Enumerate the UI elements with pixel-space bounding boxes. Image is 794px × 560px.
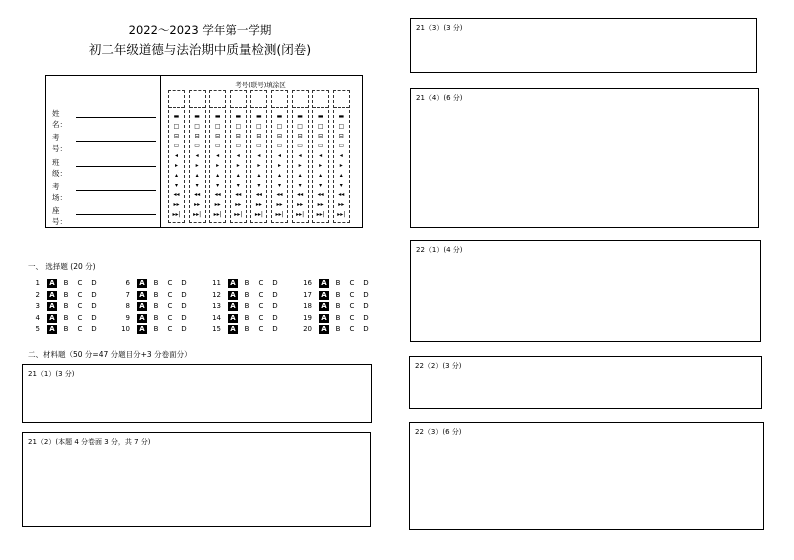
exam-number-bubble[interactable]: ▬ (317, 113, 324, 120)
answer-box-22-1[interactable] (410, 240, 761, 342)
exam-number-bubble[interactable]: ▸▸ (255, 201, 262, 209)
answer-box-21-1-label: 21（1）(3 分) (28, 370, 75, 378)
exam-number-column[interactable] (250, 90, 267, 223)
exam-number-bubble[interactable]: ▸ (298, 162, 302, 169)
exam-number-bubble[interactable]: ◂ (216, 152, 220, 160)
exam-number-bubble[interactable]: ▸▸| (213, 211, 222, 218)
question-number: 18 (303, 302, 312, 310)
exam-number-bubble[interactable]: ⊟ (194, 132, 200, 140)
answer-option-a[interactable]: A (319, 291, 329, 300)
answer-option-a[interactable]: A (47, 279, 57, 288)
question-number: 7 (125, 290, 130, 299)
exam-number-column[interactable] (189, 90, 206, 223)
exam-number-bubble[interactable]: ▸▸| (254, 211, 263, 218)
exam-number-bubble[interactable]: □ (214, 122, 221, 130)
exam-number-digit-cell[interactable] (231, 99, 246, 108)
exam-number-bubble[interactable]: ◂◂ (317, 191, 324, 199)
exam-number-bubble[interactable]: □ (317, 122, 324, 130)
answer-option-c[interactable]: C (167, 313, 173, 322)
answer-box-21-1[interactable] (22, 364, 372, 423)
exam-number-bubble[interactable]: ▸ (236, 162, 240, 169)
name-field[interactable] (52, 108, 74, 129)
question-number: 9 (125, 313, 130, 322)
exam-number-bubble[interactable]: ⊟ (318, 132, 324, 140)
exam-number-bubble[interactable]: ▸▸| (275, 211, 284, 218)
exam-number-digit-cell[interactable] (293, 99, 308, 108)
exam-number-bubble[interactable]: ◂◂ (297, 191, 304, 199)
exam-number-bubble[interactable]: ▸▸ (214, 201, 221, 209)
answer-option-b[interactable]: B (63, 302, 69, 310)
answer-option-a[interactable]: A (319, 314, 329, 323)
answer-option-c[interactable]: C (167, 302, 173, 310)
answer-option-c[interactable]: C (349, 290, 355, 299)
exam-number-bubble[interactable]: ▭ (317, 142, 324, 150)
answer-box-21-2[interactable] (22, 432, 371, 527)
exam-number-bubble[interactable]: ▭ (297, 142, 303, 150)
answer-box-22-2-label: 22（2）(3 分) (415, 362, 462, 370)
answer-option-a[interactable]: A (228, 291, 238, 300)
exam-number-area-title: 考号(联号)填涂区 (235, 81, 286, 89)
answer-option-c[interactable]: C (77, 290, 83, 299)
exam-number-bubble[interactable]: □ (194, 122, 200, 130)
exam-number-bubble[interactable]: ▸▸| (172, 211, 181, 218)
exam-number-bubble[interactable]: ▸▸ (194, 201, 201, 209)
class-line[interactable] (76, 166, 156, 167)
seat-field[interactable] (52, 205, 74, 226)
answer-option-b[interactable]: B (153, 313, 159, 322)
exam-number-bubble[interactable]: ▸▸ (297, 201, 304, 209)
exam-number-bubble[interactable]: ▾ (174, 181, 178, 189)
exam-number-bubble[interactable]: ▸▸ (317, 201, 324, 209)
exam-number-bubble[interactable]: ▬ (214, 113, 221, 120)
question-number: 19 (303, 313, 312, 322)
exam-number-bubble[interactable]: ▬ (338, 113, 345, 120)
answer-option-d[interactable]: D (272, 290, 278, 299)
answer-option-b[interactable]: B (153, 290, 159, 299)
answer-option-d[interactable]: D (363, 325, 369, 333)
exam-number-column[interactable] (168, 90, 185, 223)
answer-box-21-4-label: 21（4）(6 分) (416, 94, 463, 102)
exam-number-bubble[interactable]: ◂◂ (194, 191, 201, 199)
exam-number-bubble[interactable]: ◂◂ (173, 191, 180, 199)
exam-number-digit-cell[interactable] (334, 99, 349, 108)
answer-option-c[interactable]: C (258, 290, 264, 299)
exam-number-bubble[interactable]: ▸▸ (338, 201, 345, 209)
exam-number-bubble[interactable]: ▬ (194, 113, 200, 120)
answer-option-a[interactable]: A (228, 314, 238, 323)
exam-number-digit-cell[interactable] (210, 99, 225, 108)
exam-number-bubble[interactable]: ▴ (216, 171, 220, 179)
exam-number-bubble[interactable]: ▸▸ (276, 201, 283, 209)
answer-box-22-1-label: 22（1）(4 分) (416, 246, 463, 254)
answer-box-22-3-label: 22（3）(6 分) (415, 428, 462, 436)
exam-room-label: 考场： (52, 182, 67, 202)
answer-option-b[interactable]: B (335, 279, 341, 287)
seat-line[interactable] (76, 214, 156, 215)
exam-number-bubble[interactable]: ◂◂ (255, 191, 262, 199)
answer-option-c[interactable]: C (77, 302, 83, 310)
exam-number-bubble[interactable]: ◂◂ (276, 191, 283, 199)
answer-option-c[interactable]: C (349, 325, 355, 333)
exam-number-bubble[interactable]: □ (235, 122, 242, 130)
answer-box-22-3[interactable] (409, 422, 764, 530)
exam-number-bubble[interactable]: ▸▸| (316, 211, 325, 218)
question-number: 11 (212, 279, 221, 287)
answer-option-d[interactable]: D (181, 325, 187, 333)
exam-number-bubble[interactable]: ▾ (298, 181, 302, 189)
answer-option-d[interactable]: D (272, 325, 278, 333)
answer-option-d[interactable]: D (272, 279, 278, 287)
exam-number-bubble[interactable]: ▾ (277, 181, 281, 189)
answer-option-c[interactable]: C (349, 279, 355, 287)
exam-number-bubble[interactable]: □ (173, 122, 180, 130)
exam-number-column[interactable] (230, 90, 247, 223)
exam-number-bubble[interactable]: ▭ (194, 142, 200, 150)
answer-option-c[interactable]: C (258, 325, 264, 333)
answer-option-d[interactable]: D (363, 279, 369, 287)
question-number: 2 (35, 290, 40, 299)
answer-option-c[interactable]: C (258, 279, 264, 287)
answer-option-b[interactable]: B (244, 325, 250, 333)
exam-number-digit-cell[interactable] (272, 99, 287, 108)
answer-option-a[interactable]: A (319, 279, 329, 288)
exam-number-bubble[interactable]: ◂◂ (235, 191, 242, 199)
exam-number-bubble[interactable]: ◂◂ (338, 191, 345, 199)
exam-number-bubble[interactable]: ▬ (235, 113, 242, 120)
exam-number-bubble[interactable]: ▾ (257, 181, 261, 189)
exam-number-bubble[interactable]: □ (297, 122, 303, 130)
answer-box-21-3-label: 21（3）(3 分) (416, 24, 463, 32)
answer-option-d[interactable]: D (363, 302, 369, 310)
answer-option-b[interactable]: B (153, 279, 159, 287)
exam-number-bubble[interactable]: ▴ (236, 171, 240, 179)
answer-option-c[interactable]: C (349, 302, 355, 310)
exam-number-label: 考号： (52, 133, 67, 153)
answer-option-a[interactable]: A (137, 291, 147, 300)
exam-number-bubble[interactable]: ◂◂ (214, 191, 221, 199)
exam-number-bubble[interactable]: ◂ (174, 152, 178, 160)
exam-number-bubble[interactable]: ⊟ (256, 132, 262, 140)
answer-option-d[interactable]: D (181, 302, 187, 310)
question-number: 14 (212, 313, 221, 322)
answer-option-b[interactable]: B (244, 302, 250, 310)
exam-number-bubble[interactable]: ▴ (319, 171, 323, 179)
class-field[interactable] (52, 157, 74, 178)
question-number: 6 (125, 279, 130, 287)
exam-number-bubble[interactable]: ▴ (298, 171, 302, 179)
exam-number-bubble[interactable]: ▸▸| (193, 211, 202, 218)
answer-option-d[interactable]: D (181, 279, 187, 287)
exam-number-bubble[interactable]: ▬ (256, 113, 262, 120)
exam-room-field[interactable] (52, 181, 74, 202)
answer-option-d[interactable]: D (181, 290, 187, 299)
exam-number-bubble[interactable]: ▭ (173, 142, 180, 150)
exam-number-bubble[interactable]: ▾ (319, 181, 323, 189)
section1-title: 一、 选择题 (20 分) (28, 262, 96, 271)
question-number: 5 (35, 325, 40, 333)
exam-number-bubble[interactable]: ◂ (236, 152, 240, 160)
exam-number-bubble[interactable]: ▴ (339, 171, 343, 179)
exam-number-bubble[interactable]: ▴ (277, 171, 281, 179)
exam-number-field[interactable] (52, 132, 74, 153)
question-number: 17 (303, 290, 312, 299)
answer-option-a[interactable]: A (228, 279, 238, 288)
exam-number-bubble[interactable]: ▬ (297, 113, 303, 120)
seat-label: 座号： (52, 206, 67, 226)
answer-option-b[interactable]: B (63, 325, 69, 333)
question-number: 8 (125, 302, 130, 310)
answer-option-d[interactable]: D (91, 313, 97, 322)
info-divider (160, 76, 161, 227)
exam-number-bubble[interactable]: ⊟ (297, 132, 303, 140)
answer-option-c[interactable]: C (77, 325, 83, 333)
exam-number-bubble[interactable]: ▸ (339, 162, 343, 169)
exam-number-bubble[interactable]: ▸▸| (337, 211, 346, 218)
exam-number-bubble[interactable]: ▾ (236, 181, 240, 189)
answer-option-d[interactable]: D (272, 313, 278, 322)
answer-box-21-2-label: 21（2）(本题 4 分卷面 3 分，共 7 分) (28, 438, 151, 446)
answer-option-c[interactable]: C (167, 325, 173, 333)
exam-number-bubble[interactable]: ⊟ (215, 132, 221, 140)
question-number: 3 (35, 302, 40, 310)
exam-title-line2: 初二年级道德与法治期中质量检测(闭卷) (88, 42, 312, 57)
exam-number-bubble[interactable]: ▭ (214, 142, 221, 150)
exam-number-bubble[interactable]: ▸ (257, 162, 261, 169)
exam-number-column[interactable] (271, 90, 288, 223)
answer-option-c[interactable]: C (258, 313, 264, 322)
answer-option-b[interactable]: B (244, 279, 250, 287)
exam-number-digit-cell[interactable] (313, 99, 328, 108)
exam-number-bubble[interactable]: ⊟ (235, 132, 241, 140)
exam-number-bubble[interactable]: □ (338, 122, 345, 130)
exam-number-column[interactable] (209, 90, 226, 223)
exam-number-bubble[interactable]: ▸▸ (235, 201, 242, 209)
question-number: 1 (35, 279, 40, 287)
exam-number-bubble[interactable]: ▸▸| (234, 211, 243, 218)
answer-option-c[interactable]: C (77, 279, 83, 287)
answer-option-d[interactable]: D (272, 302, 278, 310)
answer-option-a[interactable]: A (319, 325, 329, 334)
exam-number-bubble[interactable]: ▸▸ (173, 201, 180, 209)
exam-number-bubble[interactable]: ◂ (298, 152, 302, 160)
answer-option-b[interactable]: B (63, 290, 69, 299)
exam-number-bubble[interactable]: ▸ (195, 162, 199, 169)
answer-option-a[interactable]: A (47, 314, 57, 323)
answer-option-a[interactable]: A (137, 302, 147, 311)
exam-number-bubble[interactable]: ▭ (256, 142, 262, 150)
answer-option-d[interactable]: D (91, 279, 97, 287)
answer-option-b[interactable]: B (335, 325, 341, 333)
question-number: 12 (212, 290, 221, 299)
answer-option-b[interactable]: B (153, 302, 159, 310)
exam-number-bubble[interactable]: ◂ (195, 152, 199, 160)
answer-option-d[interactable]: D (363, 313, 369, 322)
answer-option-d[interactable]: D (181, 313, 187, 322)
exam-number-bubble[interactable]: ▾ (195, 181, 199, 189)
exam-number-bubble[interactable]: ▸ (174, 162, 178, 169)
exam-number-bubble[interactable]: ◂ (319, 152, 323, 160)
question-number: 20 (303, 325, 312, 333)
answer-option-d[interactable]: D (91, 302, 97, 310)
exam-number-bubble[interactable]: ▴ (195, 171, 199, 179)
name-label: 姓名： (52, 109, 67, 129)
exam-number-digit-cell[interactable] (169, 99, 184, 108)
exam-number-bubble[interactable]: ◂ (257, 152, 261, 160)
answer-option-a[interactable]: A (228, 325, 238, 334)
answer-option-a[interactable]: A (137, 279, 147, 288)
question-number: 10 (121, 325, 130, 333)
exam-number-column[interactable] (292, 90, 309, 223)
exam-number-digit-cell[interactable] (251, 99, 266, 108)
exam-number-bubble[interactable]: ▬ (276, 113, 283, 120)
answer-option-a[interactable]: A (47, 325, 57, 334)
answer-option-b[interactable]: B (335, 302, 341, 310)
exam-number-bubble[interactable]: ▭ (235, 142, 242, 150)
answer-option-c[interactable]: C (167, 290, 173, 299)
answer-option-b[interactable]: B (335, 313, 341, 322)
exam-number-bubble[interactable]: ▴ (257, 171, 261, 179)
answer-option-b[interactable]: B (63, 313, 69, 322)
answer-option-c[interactable]: C (258, 302, 264, 310)
answer-option-c[interactable]: C (167, 279, 173, 287)
exam-number-bubble[interactable]: ▸▸| (296, 211, 305, 218)
exam-number-bubble[interactable]: ▭ (338, 142, 345, 150)
answer-option-d[interactable]: D (91, 290, 97, 299)
answer-option-a[interactable]: A (319, 302, 329, 311)
exam-number-bubble[interactable]: ▴ (174, 171, 178, 179)
exam-number-bubble[interactable]: ▸ (216, 162, 220, 169)
class-label: 班级： (52, 158, 67, 178)
answer-option-a[interactable]: A (47, 302, 57, 311)
answer-option-d[interactable]: D (363, 290, 369, 299)
answer-option-c[interactable]: C (77, 313, 83, 322)
exam-number-digit-cell[interactable] (190, 99, 205, 108)
exam-number-column[interactable] (333, 90, 350, 223)
exam-number-bubble[interactable]: ▾ (339, 181, 343, 189)
exam-number-bubble[interactable]: ▸ (277, 162, 281, 169)
exam-number-bubble[interactable]: ◂ (277, 152, 281, 160)
answer-option-b[interactable]: B (244, 290, 250, 299)
question-number: 15 (212, 325, 221, 333)
exam-title-line1: 2022～2023 学年第一学期 (128, 23, 272, 37)
exam-number-bubble[interactable]: ▭ (276, 142, 283, 150)
question-number: 13 (212, 302, 221, 310)
answer-option-b[interactable]: B (335, 290, 341, 299)
exam-number-bubble[interactable]: ⊟ (276, 132, 283, 140)
name-line[interactable] (76, 117, 156, 118)
answer-option-d[interactable]: D (91, 325, 97, 333)
exam-number-bubble[interactable]: ▬ (173, 113, 180, 120)
question-number: 16 (303, 279, 312, 287)
exam-number-bubble[interactable]: ⊟ (173, 132, 180, 140)
answer-option-b[interactable]: B (244, 313, 250, 322)
answer-option-b[interactable]: B (63, 279, 69, 287)
answer-option-b[interactable]: B (153, 325, 159, 333)
answer-option-a[interactable]: A (47, 291, 57, 300)
exam-number-bubble[interactable]: □ (256, 122, 262, 130)
section2-title: 二、材料题（50 分=47 分题目分+3 分卷面分） (28, 350, 192, 359)
exam-number-bubble[interactable]: ◂ (339, 152, 343, 160)
answer-option-a[interactable]: A (228, 302, 238, 311)
exam-room-line[interactable] (76, 190, 156, 191)
answer-option-a[interactable]: A (137, 314, 147, 323)
answer-box-22-2[interactable] (409, 356, 762, 409)
exam-number-column[interactable] (312, 90, 329, 223)
answer-box-21-3[interactable] (410, 18, 757, 73)
answer-box-21-4[interactable] (410, 88, 759, 228)
question-number: 4 (35, 313, 40, 322)
answer-option-c[interactable]: C (349, 313, 355, 322)
answer-option-a[interactable]: A (137, 325, 147, 334)
exam-number-line[interactable] (76, 141, 156, 142)
exam-number-bubble[interactable]: ▾ (216, 181, 220, 189)
exam-number-bubble[interactable]: ⊟ (338, 132, 344, 140)
exam-number-bubble[interactable]: □ (276, 122, 283, 130)
exam-number-bubble[interactable]: ▸ (319, 162, 323, 169)
